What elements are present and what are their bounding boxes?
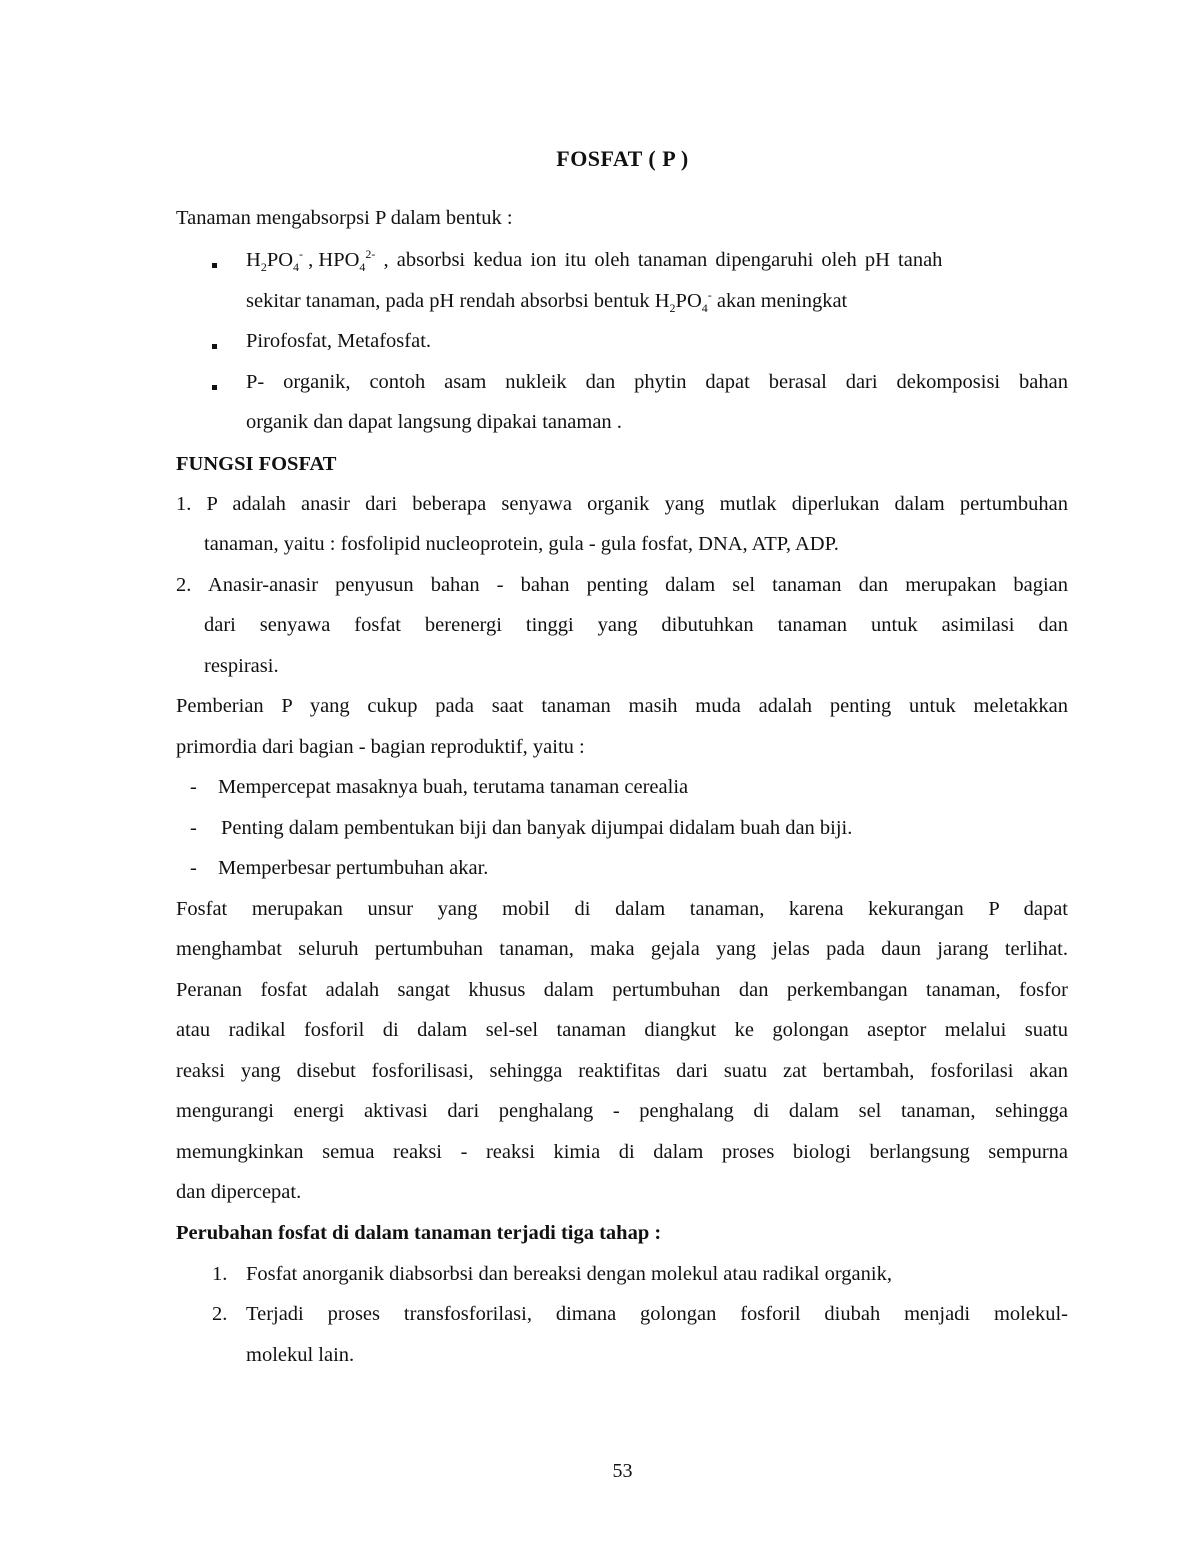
perubahan-heading: Perubahan fosfat di dalam tanaman terjadi tiga tahap :	[176, 1222, 662, 1244]
dash-item-3: Memperbesar pertumbuhan akar.	[218, 857, 489, 879]
bullet-1-line-1: $H_2PO_4^-$ , $HPO_4^{2-}$ , absorbsi kedua ion itu oleh tanaman dipengaruhi oleh pH tanah	[246, 247, 943, 275]
paragraph-line-7: memungkinkan semua reaksi - reaksi kimia di dalam proses biologi berlangsung sempurna	[176, 1141, 1068, 1163]
bullet-1-line-2: sekitar tanaman, pada pH rendah absorbsi bentuk $H_2PO_4^-$ akan meningkat	[246, 288, 848, 316]
fungsi-item-2-line-3: respirasi.	[204, 655, 279, 677]
dash-item-2: Penting dalam pembentukan biji dan banyak dijumpai didalam buah dan biji.	[221, 817, 853, 839]
dash-marker: -	[190, 857, 197, 879]
perubahan-item-1-text: Fosfat anorganik diabsorbsi dan bereaksi dengan molekul atau radikal organik,	[246, 1263, 892, 1285]
pemberian-line-1: Pemberian P yang cukup pada saat tanaman masih muda adalah penting untuk meletakkan	[176, 695, 1068, 717]
perubahan-item-2-number: 2.	[212, 1303, 228, 1325]
bullet-marker	[212, 344, 217, 349]
fungsi-item-2-line-2: dari senyawa fosfat berenergi tinggi yang dibutuhkan tanaman untuk asimilasi dan	[204, 614, 1068, 636]
fungsi-item-2-line-1: Anasir-anasir penyusun bahan - bahan penting dalam sel tanaman dan merupakan bagian	[208, 574, 1068, 596]
intro-text: Tanaman mengabsorpsi P dalam bentuk :	[176, 207, 513, 229]
perubahan-item-2-line-1: Terjadi proses transfosforilasi, dimana golongan fosforil diubah menjadi molekul-	[246, 1303, 1068, 1325]
paragraph-line-3: Peranan fosfat adalah sangat khusus dalam pertumbuhan dan perkembangan tanaman, fosfor	[176, 979, 1068, 1001]
paragraph-line-6: mengurangi energi aktivasi dari penghalang - penghalang di dalam sel tanaman, sehingga	[176, 1100, 1068, 1122]
fungsi-item-1-line-2: tanaman, yaitu : fosfolipid nucleoprotein, gula - gula fosfat, DNA, ATP, ADP.	[204, 533, 839, 555]
paragraph-line-5: reaksi yang disebut fosforilisasi, sehingga reaktifitas dari suatu zat bertambah, fosforilasi akan	[176, 1060, 1068, 1082]
bullet-3-line-2: organik dan dapat langsung dipakai tanaman .	[246, 411, 622, 433]
bullet-marker	[212, 263, 217, 268]
perubahan-item-1-number: 1.	[212, 1263, 228, 1285]
paragraph-line-2: menghambat seluruh pertumbuhan tanaman, maka gejala yang jelas pada daun jarang terlihat.	[176, 938, 1068, 960]
perubahan-item-2-line-2: molekul lain.	[246, 1344, 355, 1366]
bullet-marker	[212, 385, 217, 390]
paragraph-line-8: dan dipercepat.	[176, 1181, 302, 1203]
fungsi-item-1-line-1: 1. P adalah anasir dari beberapa senyawa organik yang mutlak diperlukan dalam pertumbuhan	[176, 493, 1068, 515]
dash-marker: -	[190, 776, 197, 798]
fungsi-item-2-number: 2.	[176, 574, 192, 596]
bullet-3-line-1: P- organik, contoh asam nukleik dan phytin dapat berasal dari dekomposisi bahan	[246, 371, 1068, 393]
dash-marker: -	[190, 817, 197, 839]
fungsi-heading: FUNGSI FOSFAT	[176, 453, 337, 475]
dash-item-1: Mempercepat masaknya buah, terutama tanaman cerealia	[218, 776, 689, 798]
paragraph-line-4: atau radikal fosforil di dalam sel-sel tanaman diangkut ke golongan aseptor melalui suatu	[176, 1019, 1068, 1041]
page-number: 53	[612, 1460, 633, 1482]
page-title: FOSFAT ( P )	[556, 146, 689, 171]
bullet-2: Pirofosfat, Metafosfat.	[246, 330, 432, 352]
pemberian-line-2: primordia dari bagian - bagian reproduktif, yaitu :	[176, 736, 585, 758]
paragraph-line-1: Fosfat merupakan unsur yang mobil di dalam tanaman, karena kekurangan P dapat	[176, 898, 1068, 920]
